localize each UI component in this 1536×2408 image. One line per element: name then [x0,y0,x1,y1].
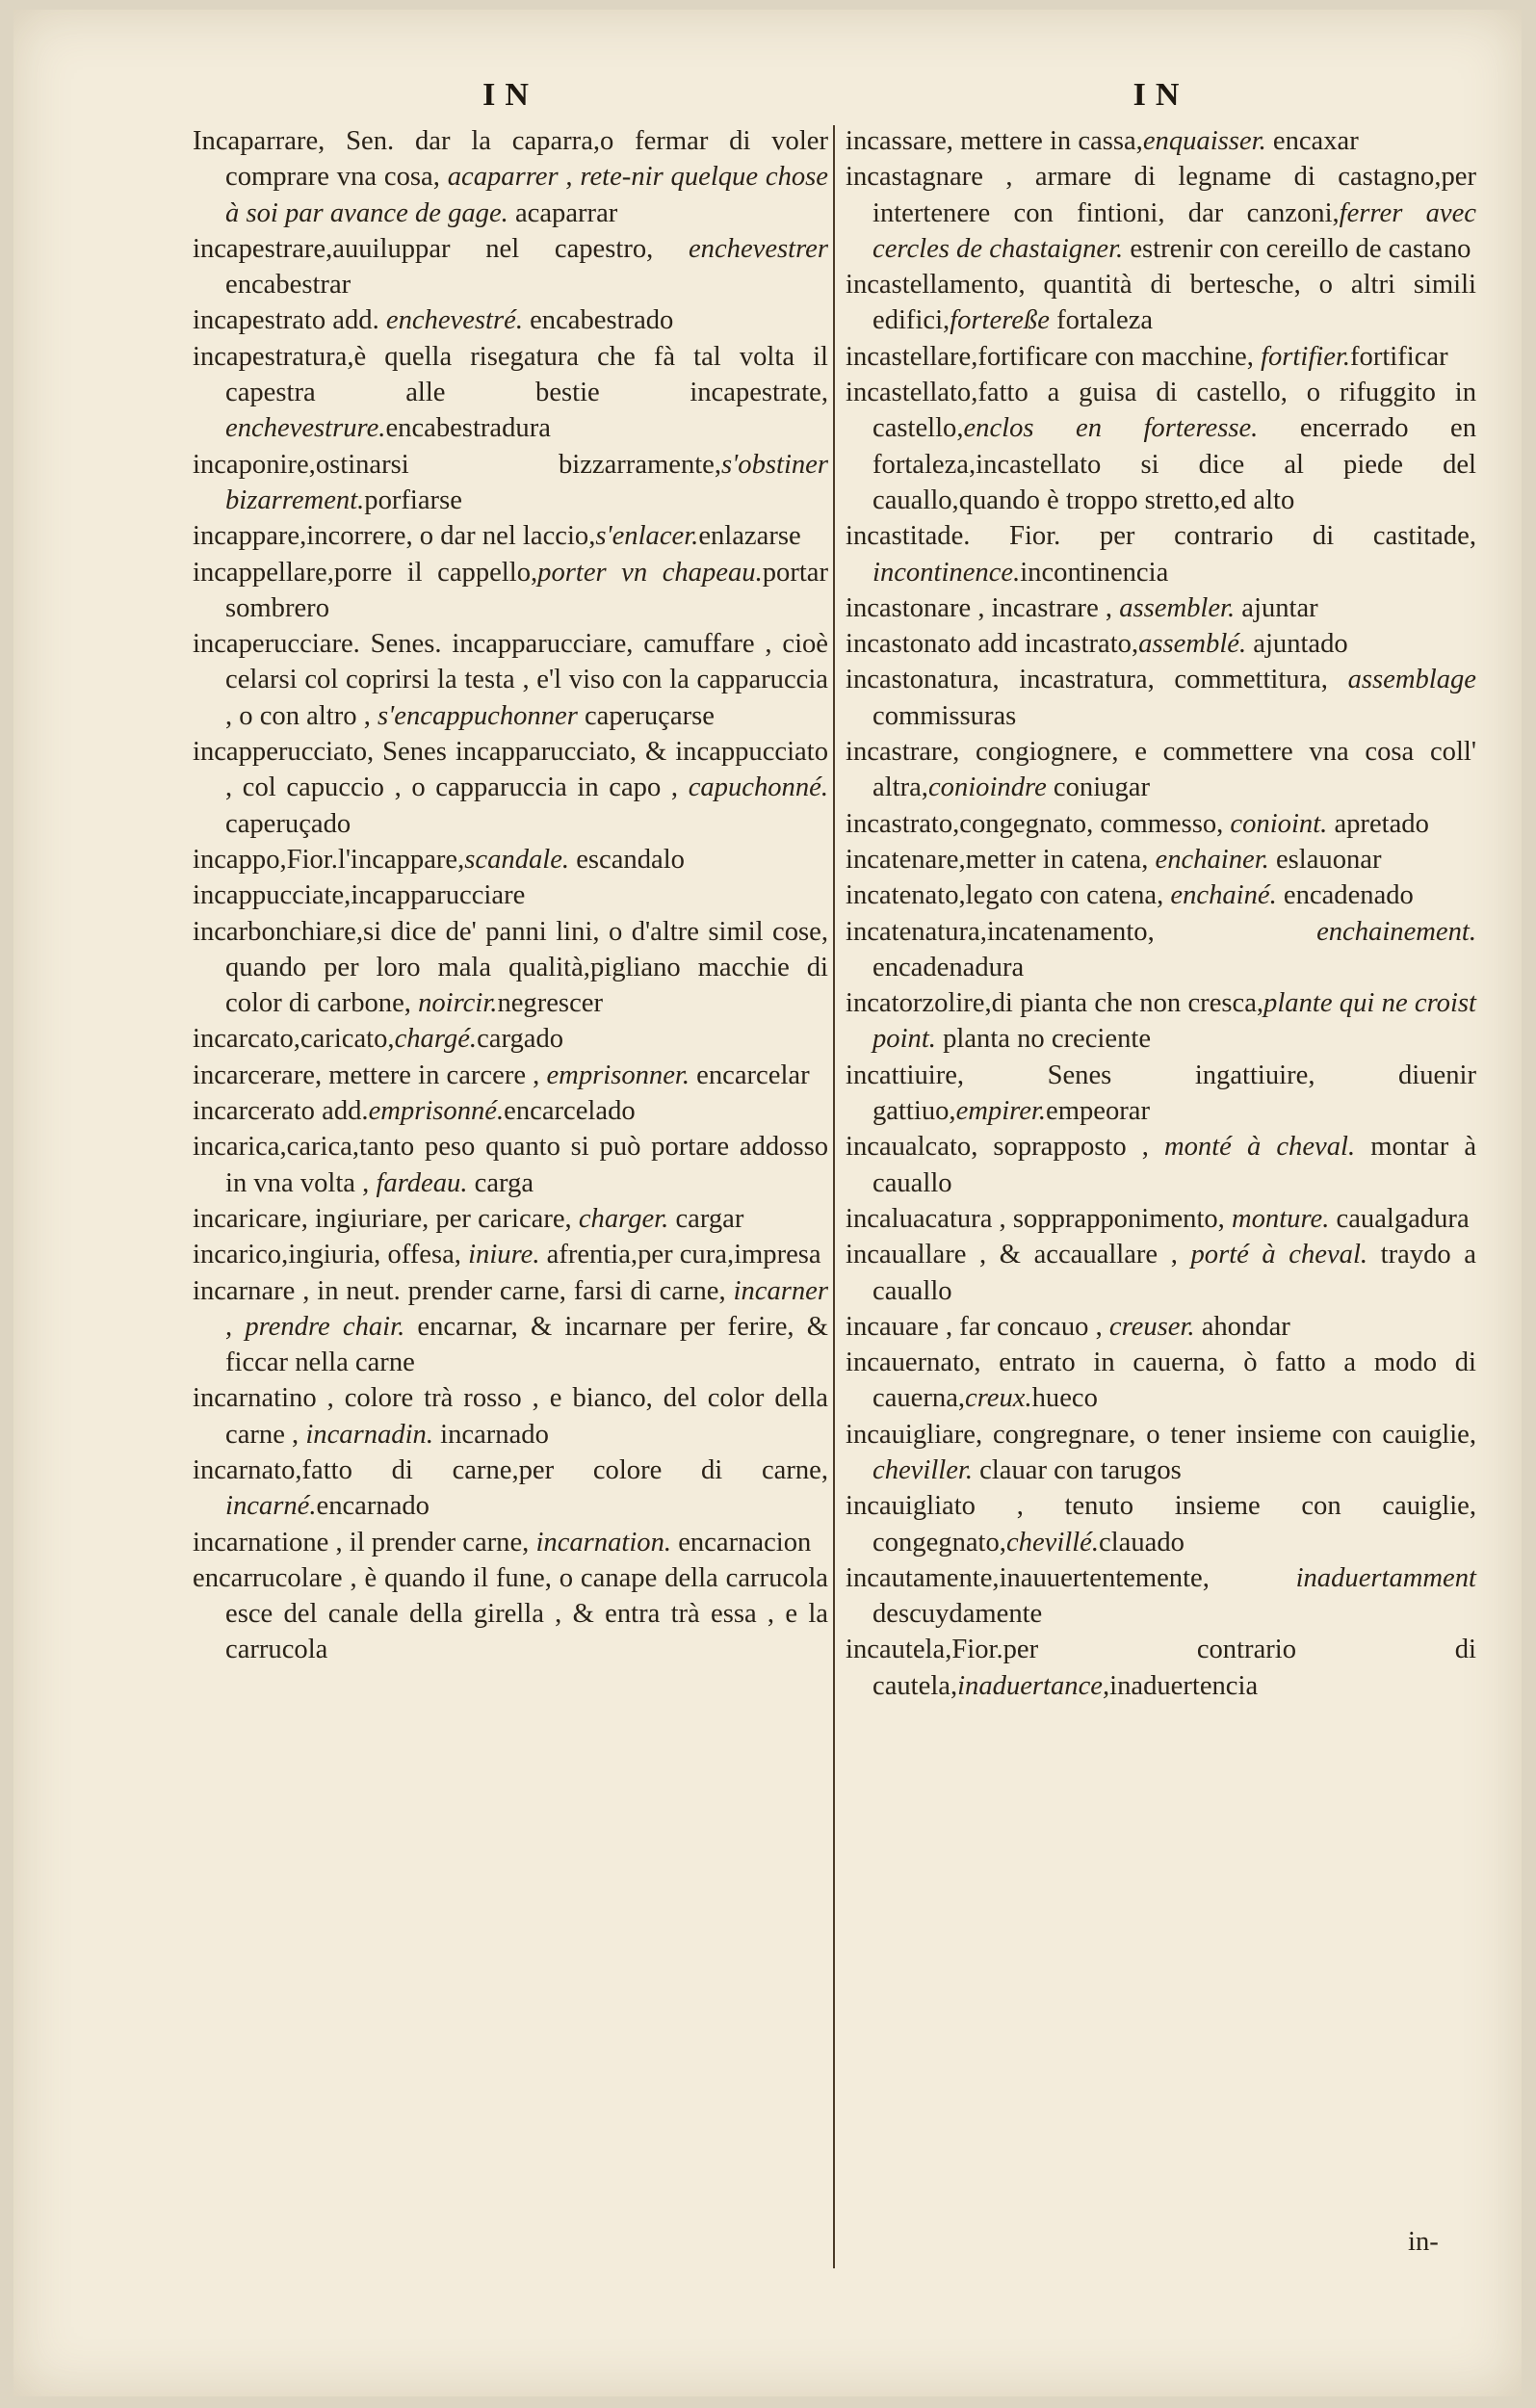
definition: add. [325,305,386,336]
dictionary-entry [193,1380,828,1453]
definition: ,incorrere, o dar nel laccio, [299,521,596,552]
spanish-equivalent: traydo a cauallo [872,1240,1477,1306]
definition: , soprapposto , [971,1132,1164,1163]
spanish-equivalent: inaduertencia [1109,1670,1259,1701]
french-equivalent: cheviller. [872,1454,974,1485]
headword: incatenatura [846,916,980,947]
spanish-equivalent: caperuçarse [577,700,715,731]
spanish-equivalent: acaparrar [508,197,618,228]
spanish-equivalent: encarnado [316,1491,430,1522]
headword: incastellamento [846,270,1019,301]
dictionary-entry [846,877,1476,913]
spanish-equivalent: incarnado [432,1419,549,1450]
headword: incauigliato [846,1491,976,1522]
definition: ,è quella risegatura che fà tal volta il capestra alle bestie incapestrate, [225,341,828,408]
dictionary-entry [846,1201,1476,1237]
headword: incastonatura [846,665,993,695]
french-equivalent: empirer. [955,1096,1047,1127]
definition: ,Fior.per contrario di cautela, [872,1635,1476,1701]
headword: incatenato [846,880,959,911]
definition: , congiognere, e commettere vna cosa coll' altra, [872,737,1476,803]
headword: incapestrare [193,233,326,264]
headword: Incaparrare [193,126,319,156]
spanish-equivalent: caperuçado [225,808,351,839]
definition: ,incatenamento, [979,916,1317,947]
french-equivalent: s'encappuchonner [377,700,578,731]
running-head-right: IN [1132,77,1189,113]
definition: , tenuto insieme con cauiglie, congegnato, [872,1491,1476,1557]
dictionary-entry [846,734,1476,806]
french-equivalent: assemblage [1347,665,1476,695]
definition: , colore trà rosso , e bianco, del color della carne , [225,1383,828,1450]
definition: ,fortificare con macchine, [971,341,1262,372]
dictionary-entry [846,1309,1476,1345]
spanish-equivalent: enlazarse [698,521,801,552]
dictionary-entry [846,1417,1476,1489]
definition: , Senes ingattiuire, diuenir gattiuo, [872,1060,1476,1127]
french-equivalent: fortifier. [1261,341,1351,372]
headword: incarcerare [193,1060,315,1090]
french-equivalent: chargé. [394,1024,478,1055]
dictionary-entry [846,518,1476,590]
dictionary-entry [193,734,828,842]
spanish-equivalent: encadenadura [872,952,1025,982]
definition: , mettere in carcere , [314,1060,547,1090]
french-equivalent: enchevestrer [688,233,828,264]
headword: incarico [193,1240,282,1270]
dictionary-entry [846,1129,1476,1201]
definition: ,inauuertentemente, [992,1562,1296,1593]
french-equivalent: scandale. [464,844,570,875]
definition: , ingiuriare, per caricare, [300,1203,579,1234]
french-equivalent: inaduertamment [1295,1562,1476,1593]
headword: incaperucciare [193,629,353,660]
catchword: in- [1408,2227,1439,2257]
definition: . Senes. incapparucciare, camuffare , cioè celarsi col coprirsi la testa , e'l viso con la capparuccia , o con altro , [225,629,828,731]
definition: ,caricato, [293,1024,395,1055]
headword: incassare [846,126,947,156]
definition: add. [314,1096,369,1127]
headword: incattiuire [846,1060,957,1090]
dictionary-entry [846,375,1476,518]
definition: , entrato in cauerna, ò fatto a modo di cauerna, [872,1348,1476,1414]
headword: incarica [193,1132,280,1163]
dictionary-entry [193,877,828,913]
spanish-equivalent: portar sombrero [225,557,828,623]
headword: incastonare [846,592,972,623]
headword: incauare [846,1311,939,1342]
french-equivalent: assembler. [1119,592,1236,623]
spanish-equivalent: coniugar [1046,772,1150,803]
dictionary-entry [193,1237,828,1272]
french-equivalent: emprisonner. [546,1060,690,1090]
spanish-equivalent: negrescer [497,988,603,1019]
french-equivalent: porté à cheval. [1190,1240,1368,1270]
french-equivalent: noircir. [418,988,498,1019]
headword: incastitade [846,521,964,552]
spanish-equivalent: encarcelado [504,1096,636,1127]
french-equivalent: enchainement. [1316,916,1476,947]
dictionary-entry [193,555,828,627]
french-equivalent: iniure. [468,1240,540,1270]
french-equivalent: enchainé. [1170,880,1277,911]
headword: incastrare [846,737,953,768]
definition: ,legato con catena, [958,880,1171,911]
definition: ,metter in catena, [958,844,1156,875]
spanish-equivalent: fortaleza [1049,305,1154,336]
headword: incarbonchiare [193,916,356,947]
dictionary-entry [846,159,1476,267]
spanish-equivalent: encarnacion [671,1527,812,1557]
spanish-equivalent: encabestrado [522,305,674,336]
spanish-equivalent: escandalo [569,844,685,875]
spanish-equivalent: ajuntado [1246,629,1348,660]
spanish-equivalent: apretado [1327,808,1429,839]
definition: ,auuiluppar nel capestro, [325,233,689,264]
spanish-equivalent: ahondar [1194,1311,1290,1342]
definition: , mettere in cassa, [946,126,1143,156]
spanish-equivalent: eslauonar [1268,844,1382,875]
definition: , congregnare, o tener insieme con cauiglie, [975,1419,1476,1450]
headword: incapestrato [193,305,326,336]
headword: incauernato [846,1348,975,1378]
definition: , incastrare , [971,592,1120,623]
headword: incatorzolire [846,988,985,1019]
headword: incaualcato [846,1132,972,1163]
dictionary-entry [193,123,828,231]
french-equivalent: assemblé. [1138,629,1247,660]
french-equivalent: charger. [578,1203,669,1234]
dictionary-entry [846,806,1476,842]
spanish-equivalent: fortificar [1350,341,1448,372]
headword: incarnato [193,1454,296,1485]
french-equivalent: incarnation. [535,1527,672,1557]
definition: ,fatto di carne,per colore di carne, [295,1454,828,1485]
headword: incastrato [846,808,953,839]
definition: , Senes incapparucciato, & incappucciato , col capuccio , o capparuccia in capo , [225,737,828,803]
definition: , quantità di bertesche, o altri simili edifici, [872,270,1476,336]
definition: ,fatto a guisa di castello, o rifuggito in castello, [872,378,1476,444]
headword: incappo [193,844,280,875]
headword: encarrucolare [193,1562,343,1593]
definition: ,carica,tanto peso quanto si può portare addosso in vna volta , [225,1132,828,1198]
dictionary-entry [193,302,828,338]
headword: incappellare [193,557,327,588]
definition: , & accauallare , [966,1240,1191,1270]
definition: , far concauo , [938,1311,1109,1342]
french-equivalent: enchevestré. [385,305,523,336]
french-equivalent: conioint. [1230,808,1328,839]
french-equivalent: porter vn chapeau. [537,557,763,588]
dictionary-entry [193,1021,828,1057]
french-equivalent: creux. [965,1383,1032,1414]
spanish-equivalent: encarcelar [690,1060,810,1090]
dictionary-entry [193,1093,828,1129]
headword: incastonato [846,629,972,660]
dictionary-entry [846,590,1476,626]
spanish-equivalent: porfiarse [364,484,462,515]
dictionary-entry [193,1129,828,1201]
spanish-equivalent: clauado [1099,1527,1185,1557]
dictionary-entry [846,842,1476,877]
dictionary-entry [846,1237,1476,1309]
definition: ,congegnato, commesso, [952,808,1231,839]
spanish-equivalent: ajuntar [1235,592,1318,623]
book-page [13,10,1522,2396]
dictionary-entry [846,1058,1476,1130]
spanish-equivalent: encerrado en fortaleza,incastellato si dice al piede del cauallo,quando è troppo stretto,ed alto [872,413,1476,515]
spanish-equivalent: caualgadura [1329,1203,1470,1234]
headword: incappare [193,521,300,552]
running-head-left: IN [482,77,538,113]
dictionary-entry [193,1560,828,1668]
dictionary-entry [193,1525,828,1560]
definition: . Fior. per contrario di castitade, [963,521,1476,552]
spanish-equivalent: incontinencia [1020,557,1169,588]
definition: ,porre il cappello, [326,557,538,588]
headword: incaricare [193,1203,301,1234]
headword: incappucciate [193,880,345,911]
french-equivalent: s'obstiner bizarrement. [225,449,828,515]
headword: incarcerato [193,1096,315,1127]
headword: incastagnare [846,162,983,193]
headword: incatenare [846,844,959,875]
definition: , è quando il fune, o canape della carrucola esce del canale della girella , & entra trà essa , e la carrucola [225,1562,828,1665]
left-column [193,123,828,1668]
dictionary-entry [193,447,828,519]
dictionary-entry [193,842,828,877]
dictionary-entry [193,1201,828,1237]
french-equivalent: enchevestrure. [225,413,386,444]
french-equivalent: plante qui ne croist point. [872,988,1476,1055]
spanish-equivalent: encabestrar [225,270,351,301]
headword: incaluacatura [846,1203,993,1234]
dictionary-entry [193,1453,828,1525]
definition: ,ingiuria, offesa, [281,1240,469,1270]
definition: , il prender carne, [328,1527,536,1557]
headword: incastellato [846,378,972,408]
french-equivalent: enquaisser. [1142,126,1266,156]
definition: ,si dice de' panni lini, o d'altre simil cose, quando per loro mala qualità,pigliano macchie di color di carbone, [225,916,828,1019]
spanish-equivalent: montar à cauallo [872,1132,1477,1198]
spanish-equivalent: encadenado [1276,880,1414,911]
dictionary-entry [193,231,828,303]
headword: incarcato [193,1024,294,1055]
headword: incastellare [846,341,972,372]
dictionary-entry [846,267,1476,339]
french-equivalent: emprisonné. [368,1096,505,1127]
dictionary-entry [846,985,1476,1058]
headword: incautela [846,1635,946,1665]
dictionary-entry [846,1345,1476,1417]
french-equivalent: enclos en forteresse. [963,413,1259,444]
right-column [846,123,1476,1704]
french-equivalent: incarner , prendre chair. [225,1275,828,1342]
headword: incauallare [846,1240,967,1270]
definition: , sopprapponimento, [992,1203,1232,1234]
dictionary-entry [193,518,828,554]
definition: , armare di legname di castagno,per intertenere con fintioni, dar canzoni, [872,162,1476,228]
french-equivalent: ferrer avec cercles de chastaigner. [872,197,1476,264]
spanish-equivalent: descuydamente [872,1599,1043,1630]
french-equivalent: monté à cheval. [1163,1132,1356,1163]
french-equivalent: incarné. [225,1491,317,1522]
spanish-equivalent: hueco [1031,1383,1098,1414]
definition: ,incapparucciare [344,880,526,911]
spanish-equivalent: encarnar, & incarnare per ferire, & ficcar nella carne [225,1311,828,1378]
spanish-equivalent: planta no creciente [935,1024,1152,1055]
french-equivalent: s'enlacer. [595,521,699,552]
dictionary-entry [193,1273,828,1381]
french-equivalent: enchainer. [1155,844,1269,875]
column-divider [833,125,835,2268]
headword: incarnatino [193,1383,317,1414]
dictionary-entry [193,914,828,1022]
definition: ,Fior.l'incappare, [279,844,465,875]
french-equivalent: incarnadin. [305,1419,433,1450]
dictionary-entry [846,1488,1476,1560]
french-equivalent: capuchonné. [688,772,828,803]
headword: incapestratura [193,341,348,372]
dictionary-entry [846,1560,1476,1633]
definition: ,ostinarsi bizzarramente, [308,449,722,480]
spanish-equivalent: clauar con tarugos [973,1454,1182,1485]
definition: ,di pianta che non cresca, [984,988,1264,1019]
french-equivalent: incontinence. [872,557,1021,588]
dictionary-entry [846,914,1476,986]
spanish-equivalent: encaxar [1265,126,1359,156]
definition: , Sen. dar la caparra,o fermar di voler comprare vna cosa, [225,126,828,193]
dictionary-entry [846,626,1476,662]
dictionary-entry [193,1058,828,1093]
french-equivalent: fortereße [950,305,1050,336]
spanish-equivalent: cargado [477,1024,564,1055]
french-equivalent: chevillé. [1005,1527,1099,1557]
french-equivalent: inaduertance, [957,1670,1110,1701]
headword: incarnatione [193,1527,329,1557]
dictionary-entry [193,339,828,447]
spanish-equivalent: estrenir con cereillo de castano [1123,233,1471,264]
definition: add incastrato, [971,629,1139,660]
definition: , in neut. prender carne, farsi di carne, [295,1275,734,1306]
definition: , incastratura, commettitura, [992,665,1348,695]
headword: incautamente [846,1562,993,1593]
headword: incaponire [193,449,309,480]
french-equivalent: fardeau. [376,1167,468,1198]
french-equivalent: creuser. [1108,1311,1195,1342]
headword: incarnare [193,1275,296,1306]
spanish-equivalent: empeorar [1046,1096,1150,1127]
dictionary-entry [846,1632,1476,1704]
spanish-equivalent: encabestradura [385,413,551,444]
french-equivalent: acaparrer , rete-nir quelque chose à soi par avance de gage. [225,162,828,228]
french-equivalent: conioindre [927,772,1047,803]
headword: incauigliare [846,1419,976,1450]
spanish-equivalent: afrentia,per cura,impresa [539,1240,821,1270]
dictionary-entry [193,626,828,734]
dictionary-entry [846,662,1476,734]
french-equivalent: monture. [1231,1203,1330,1234]
spanish-equivalent: cargar [668,1203,744,1234]
dictionary-entry [846,123,1476,159]
dictionary-entry [846,339,1476,375]
spanish-equivalent: commissuras [872,700,1017,731]
headword: incapperucciato [193,737,367,768]
spanish-equivalent: carga [467,1167,534,1198]
